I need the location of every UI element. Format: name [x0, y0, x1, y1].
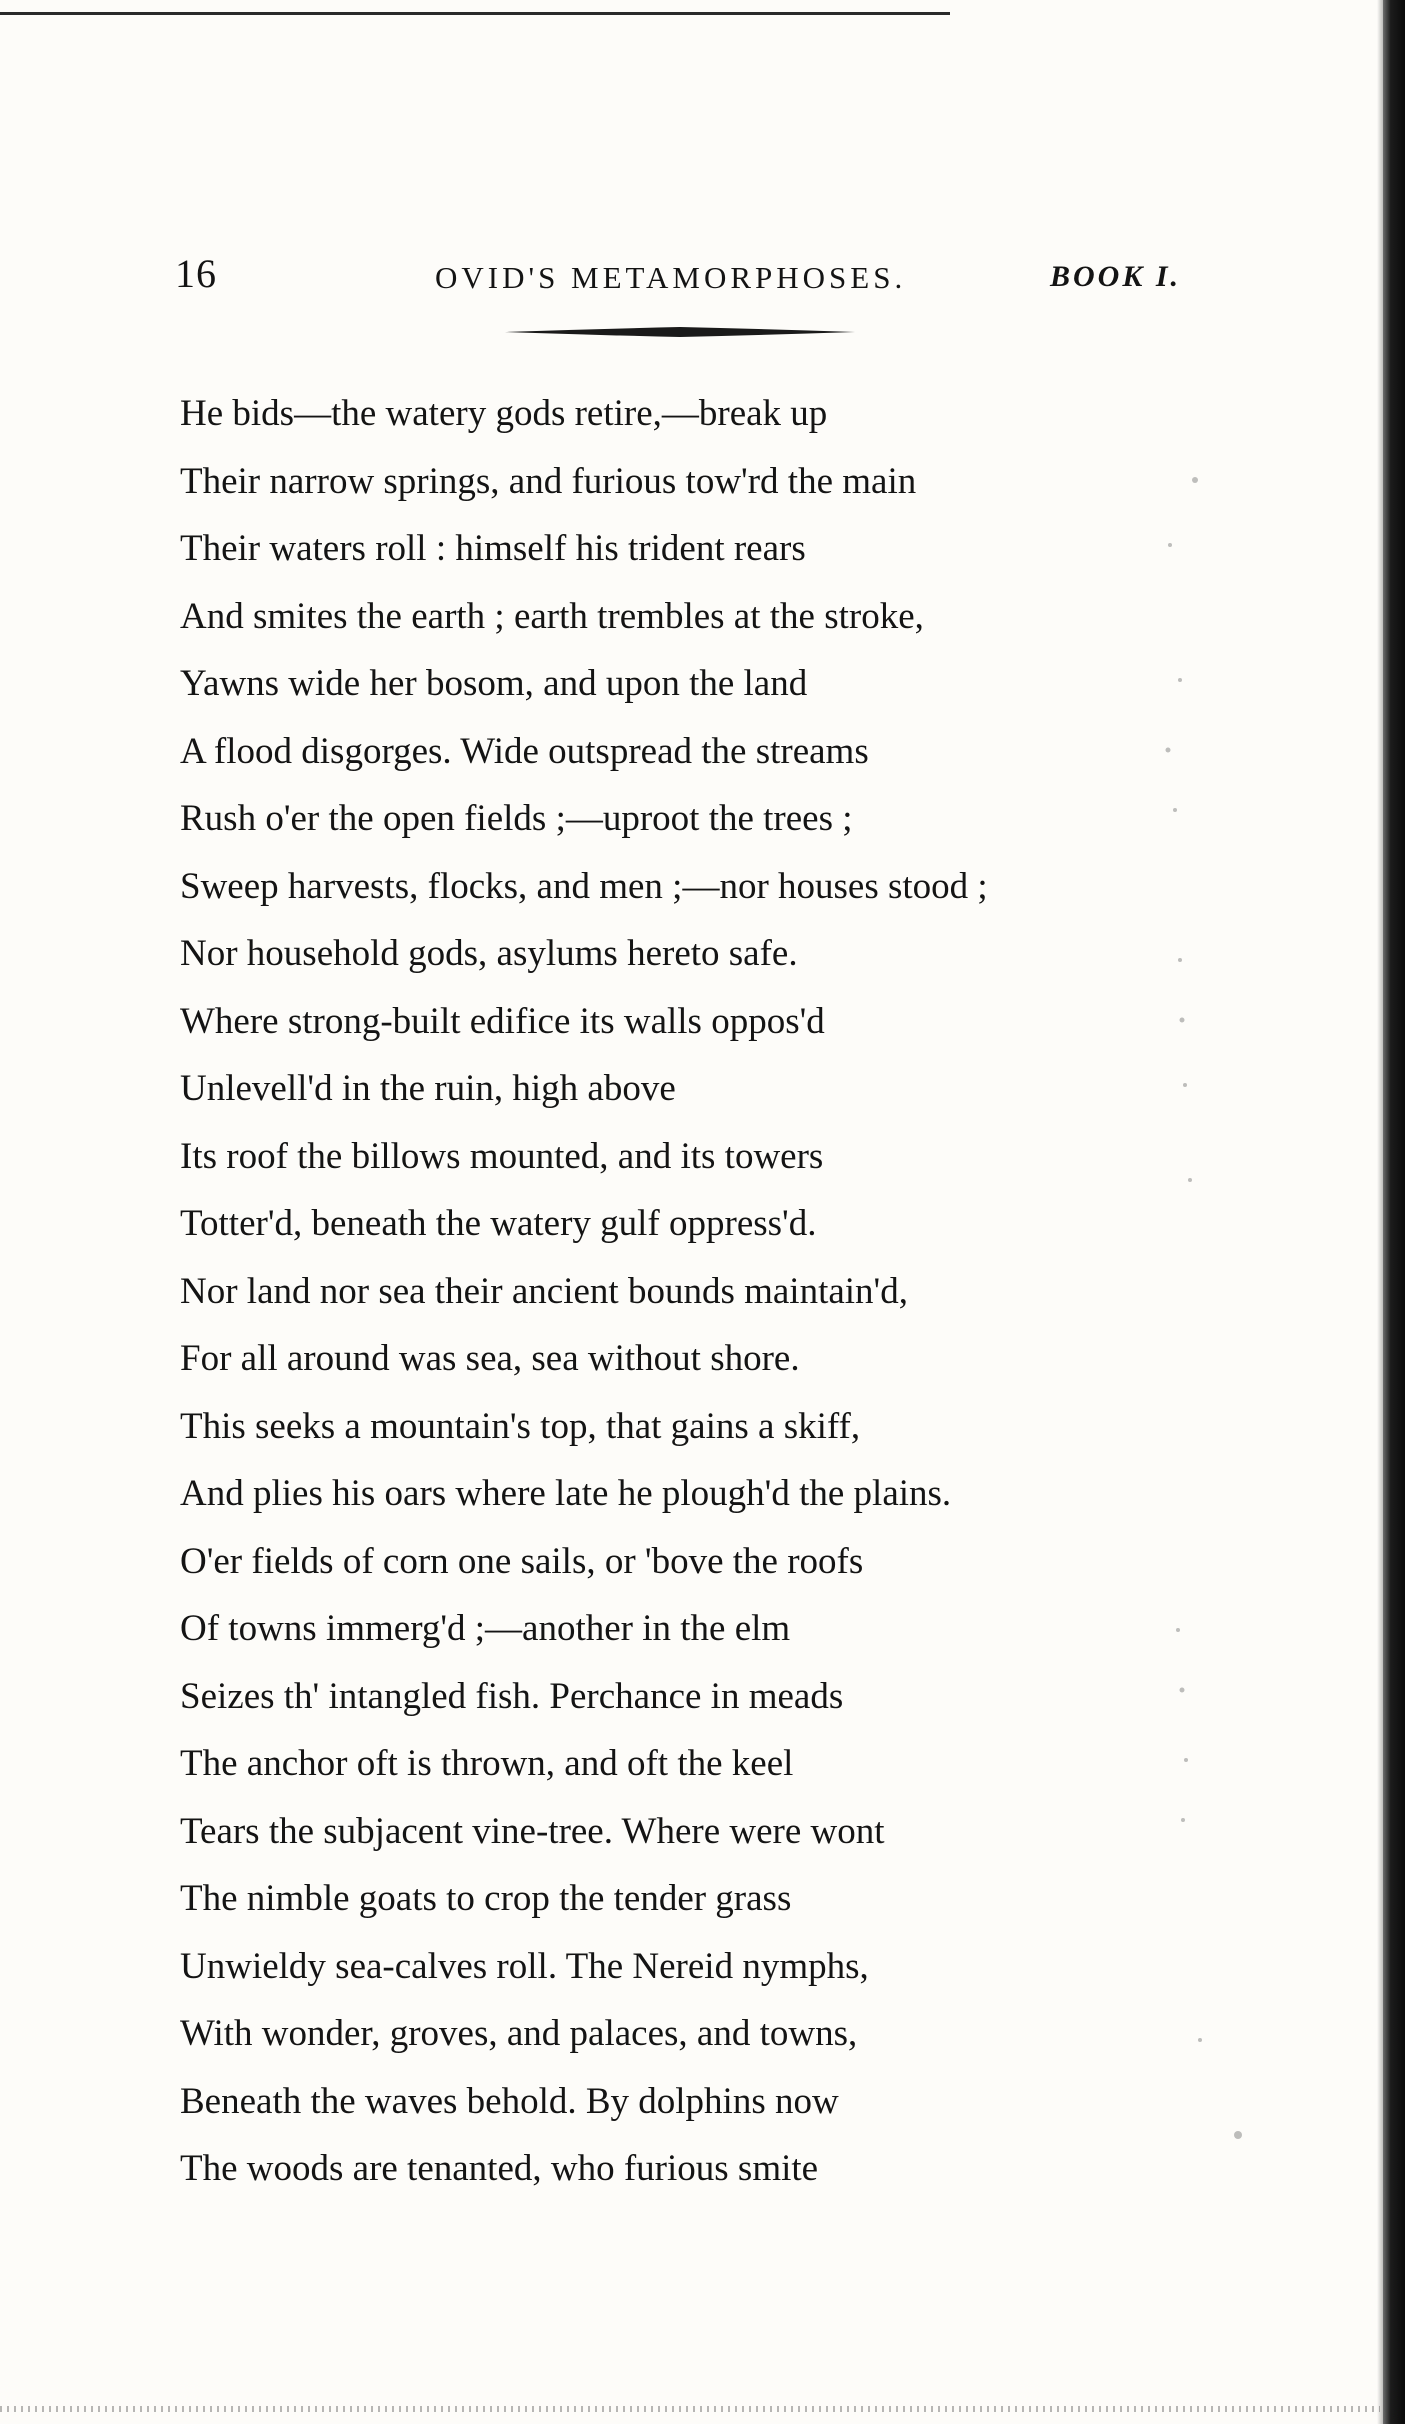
verse-line: Sweep harvests, flocks, and men ;—nor houses stood ;: [180, 865, 988, 907]
verse-line: Where strong-built edifice its walls oppos'd: [180, 1000, 825, 1042]
verse-line: Its roof the billows mounted, and its towers: [180, 1135, 824, 1177]
verse-line: This seeks a mountain's top, that gains a skiff,: [180, 1405, 861, 1447]
book-label: BOOK I.: [1050, 260, 1182, 293]
verse-line: O'er fields of corn one sails, or 'bove the roofs: [180, 1540, 864, 1582]
verse-line: Unlevell'd in the ruin, high above: [180, 1068, 676, 1109]
verse-line: Seizes th' intangled fish. Perchance in meads: [180, 1675, 844, 1717]
verse-line: For all around was sea, sea without shore.: [180, 1338, 800, 1379]
top-rule: [0, 12, 950, 15]
verse-line: Tears the subjacent vine-tree. Where were wont: [180, 1810, 885, 1852]
verse-line: The woods are tenanted, who furious smite: [180, 2148, 819, 2189]
verse-line: The anchor oft is thrown, and oft the keel: [180, 1743, 794, 1784]
verse-line: Beneath the waves behold. By dolphins now: [180, 2080, 839, 2122]
verse-line: Their narrow springs, and furious tow'rd the main: [180, 460, 917, 502]
verse-line: The nimble goats to crop the tender grass: [180, 1878, 792, 1919]
verse-line: Unwieldy sea-calves roll. The Nereid nymphs,: [180, 1945, 869, 1987]
verse-line: Yawns wide her bosom, and upon the land: [180, 663, 808, 704]
verse-line: He bids—the watery gods retire,—break up: [180, 393, 828, 434]
verse-line: With wonder, groves, and palaces, and towns,: [180, 2013, 858, 2054]
verse-line: Nor land nor sea their ancient bounds maintain'd,: [180, 1270, 908, 1312]
verse-text: [180, 380, 1180, 2203]
verse-line: And smites the earth ; earth trembles at the stroke,: [180, 595, 924, 637]
verse-line: Nor household gods, asylums hereto safe.: [180, 933, 798, 974]
running-title: OVID'S METAMORPHOSES.: [435, 260, 907, 295]
bottom-edge-speckle: [0, 2406, 1380, 2412]
verse-line: Rush o'er the open fields ;—uproot the trees ;: [180, 798, 853, 839]
running-header: [0, 250, 1405, 310]
verse-line: Totter'd, beneath the watery gulf oppress'd.: [180, 1203, 817, 1244]
ornamental-rule: [505, 325, 855, 339]
verse-line: Of towns immerg'd ;—another in the elm: [180, 1608, 791, 1649]
verse-line: Their waters roll : himself his trident rears: [180, 528, 806, 569]
verse-line: A flood disgorges. Wide outspread the streams: [180, 730, 869, 772]
verse-line: And plies his oars where late he plough'd the plains.: [180, 1473, 952, 1514]
page-edge: [1383, 0, 1405, 2424]
page-number: 16: [175, 251, 217, 296]
